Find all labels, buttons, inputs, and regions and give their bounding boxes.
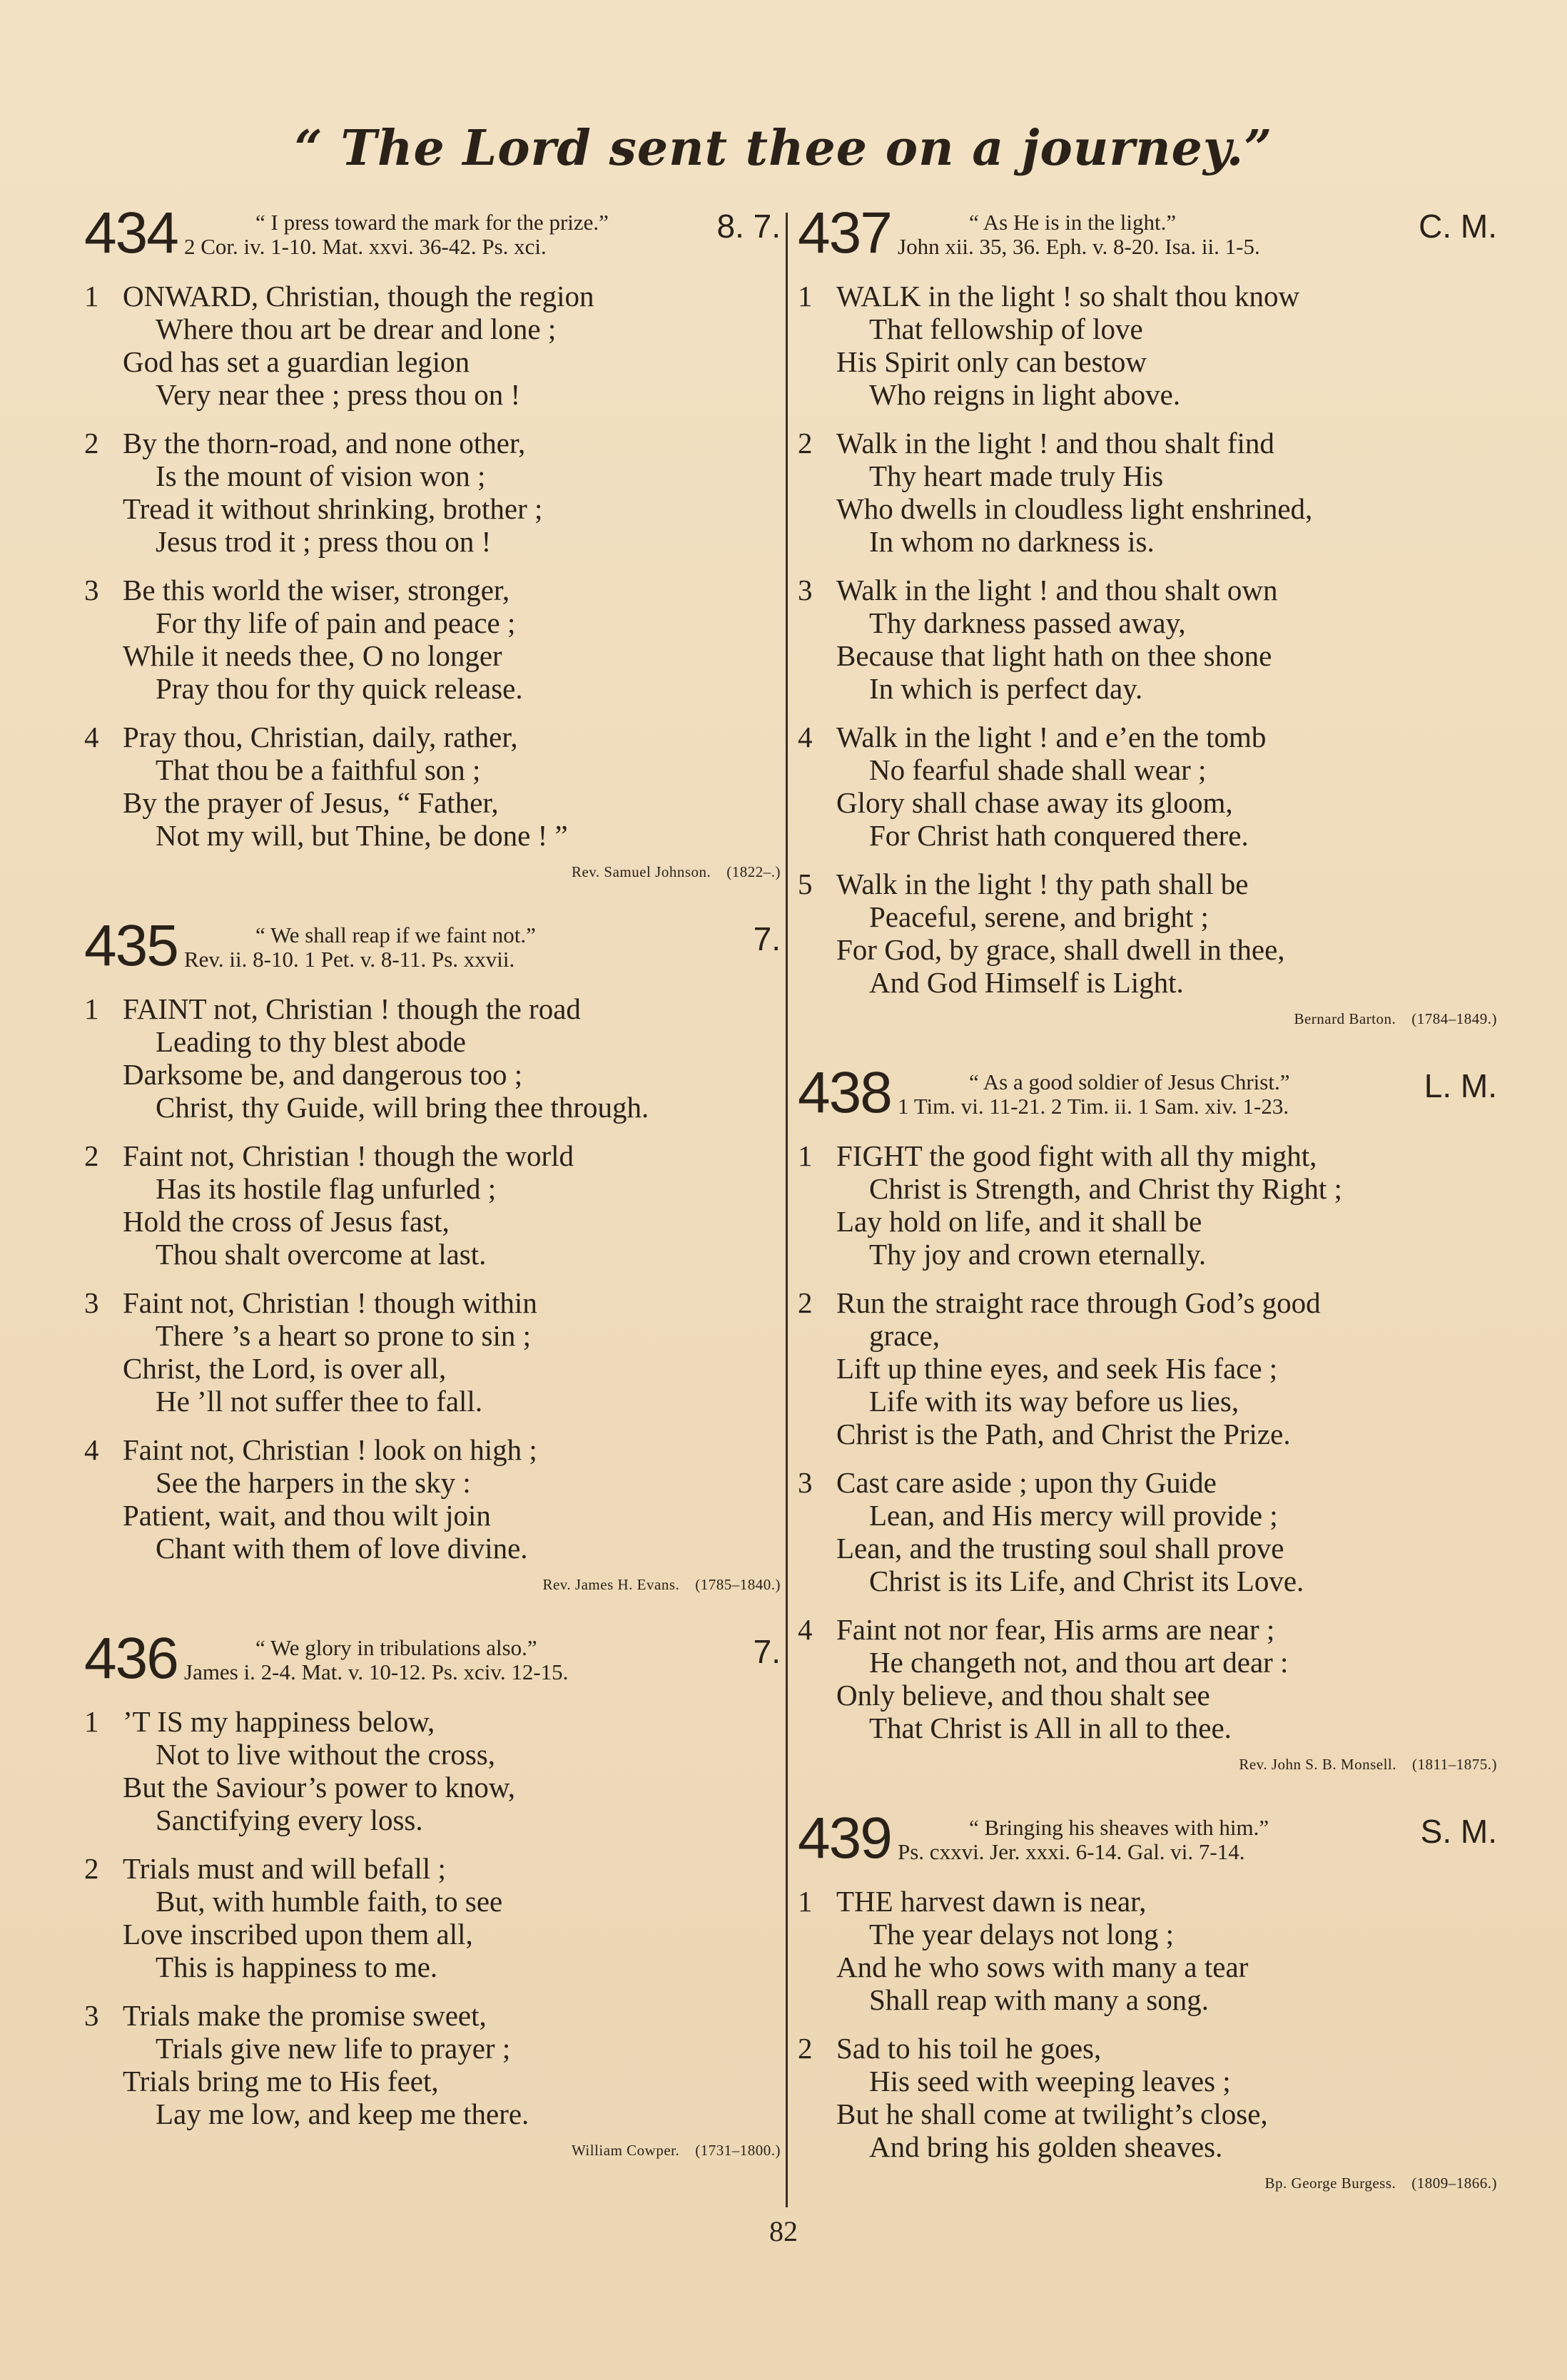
stanza-number: 3 <box>84 574 99 606</box>
verse-line <box>84 1025 781 1058</box>
stanza-number: 1 <box>798 280 813 312</box>
hymn-number: 434 <box>84 200 178 265</box>
verse-line <box>84 1532 781 1565</box>
verse-line <box>84 992 781 1025</box>
verse-line <box>798 1385 1497 1418</box>
verse-text: By the prayer of Jesus, “ Father, <box>123 786 499 819</box>
verse-text: Trials give new life to prayer ; <box>156 2032 511 2065</box>
verse-text: See the harpers in the sky : <box>156 1466 471 1499</box>
stanza-number: 5 <box>798 868 813 900</box>
stanza-number: 3 <box>798 574 813 606</box>
verse-text: Has its hostile flag unfurled ; <box>156 1172 497 1205</box>
verse-text: Run the straight race through God’s good <box>836 1286 1321 1319</box>
hymn-header <box>798 1060 1497 1127</box>
verse-text: Shall reap with many a song. <box>869 1983 1209 2016</box>
stanza-number: 1 <box>798 1885 813 1918</box>
hymn-number: 438 <box>798 1060 891 1125</box>
author-name: Rev. John S. B. Monsell. <box>1239 1756 1397 1773</box>
verse-text: For Christ hath conquered there. <box>869 819 1249 852</box>
verse-text: Faint not nor fear, His arms are near ; <box>836 1613 1275 1646</box>
verse-line <box>798 786 1497 819</box>
stanza-number: 4 <box>84 1433 99 1466</box>
verse-line <box>798 1418 1497 1450</box>
author-years: (1731–1800.) <box>695 2142 781 2159</box>
stanza <box>798 1139 1497 1271</box>
verse-text: Christ is its Life, and Christ its Love. <box>869 1565 1304 1597</box>
verse-line <box>84 819 781 852</box>
verse-line <box>84 1058 781 1091</box>
verse-text: Love inscribed upon them all, <box>123 1918 473 1951</box>
verse-line <box>798 312 1497 345</box>
hymn-header <box>84 1626 781 1692</box>
stanza-number: 1 <box>84 1705 99 1738</box>
verse-line <box>798 1679 1497 1712</box>
stanza <box>84 992 781 1124</box>
verse-line <box>84 492 781 525</box>
hymn-meter: L. M. <box>1424 1067 1497 1104</box>
verse-line <box>798 1613 1497 1646</box>
verse-text: Pray thou, Christian, daily, rather, <box>123 721 518 753</box>
verse-line <box>84 1091 781 1124</box>
verse-line <box>798 427 1497 459</box>
verse-text: Is the mount of vision won ; <box>156 459 486 492</box>
stanza <box>798 1613 1497 1744</box>
hymn-attribution <box>798 1756 1497 1774</box>
author-name: Bp. George Burgess. <box>1264 2175 1396 2192</box>
verse-line <box>798 753 1497 786</box>
verse-text: Walk in the light ! and e’en the tomb <box>836 721 1267 753</box>
verse-line <box>798 672 1497 705</box>
verse-text: Trials must and will befall ; <box>123 1852 446 1885</box>
hymn-references: 2 Cor. iv. 1-10. Mat. xxvi. 36-42. Ps. xci. <box>184 234 547 259</box>
verse-line <box>84 2097 781 2130</box>
author-name: Rev. Samuel Johnson. <box>571 863 711 880</box>
verse-line <box>798 345 1497 378</box>
stanza-number: 2 <box>84 427 99 459</box>
verse-line <box>84 1999 781 2032</box>
verse-line <box>798 1352 1497 1385</box>
stanza <box>84 427 781 558</box>
verse-line <box>84 1319 781 1352</box>
verse-text: But the Saviour’s power to know, <box>123 1771 516 1804</box>
verse-text: Faint not, Christian ! though within <box>123 1286 537 1319</box>
verse-text: His Spirit only can bestow <box>836 345 1147 378</box>
verse-line <box>798 1499 1497 1532</box>
stanza-number: 3 <box>84 1286 99 1319</box>
verse-line <box>84 1804 781 1836</box>
verse-text: Leading to thy blest abode <box>156 1025 466 1058</box>
verse-text: That Christ is All in all to thee. <box>869 1712 1232 1744</box>
verse-text: He ’ll not suffer thee to fall. <box>156 1385 483 1418</box>
verse-line <box>798 1712 1497 1744</box>
verse-line <box>84 574 781 606</box>
hymn-number: 437 <box>798 200 891 265</box>
verse-line <box>798 1466 1497 1499</box>
verse-line <box>84 1238 781 1271</box>
verse-line <box>84 312 781 345</box>
verse-text: Very near thee ; press thou on ! <box>156 378 521 411</box>
verse-text: Darksome be, and dangerous too ; <box>123 1058 523 1091</box>
hymn-references: John xii. 35, 36. Eph. v. 8-20. Isa. ii. 1-5. <box>898 234 1260 259</box>
hymn-references: Ps. cxxvi. Jer. xxxi. 6-14. Gal. vi. 7-14. <box>898 1839 1245 1864</box>
verse-text: Christ, the Lord, is over all, <box>123 1352 447 1385</box>
hymn-header <box>798 200 1497 267</box>
right-column <box>798 200 1497 2231</box>
hymn-references: James i. 2-4. Mat. v. 10-12. Ps. xciv. 12-15. <box>184 1659 569 1684</box>
verse-text: grace, <box>869 1319 940 1352</box>
stanza <box>84 721 781 852</box>
verse-text: FAINT not, Christian ! though the road <box>123 992 581 1025</box>
verse-line <box>798 492 1497 525</box>
hymn-attribution <box>84 2142 781 2160</box>
left-column <box>84 200 781 2198</box>
verse-text: For thy life of pain and peace ; <box>156 606 516 639</box>
verse-line <box>798 378 1497 411</box>
verse-line <box>798 819 1497 852</box>
verse-text: Thy joy and crown eternally. <box>869 1238 1207 1271</box>
stanza <box>798 721 1497 852</box>
verse-text: Trials make the promise sweet, <box>123 1999 487 2032</box>
verse-text: Glory shall chase away its gloom, <box>836 786 1233 819</box>
verse-text: Jesus trod it ; press thou on ! <box>156 525 492 558</box>
verse-text: Life with its way before us lies, <box>869 1385 1239 1418</box>
verse-line <box>84 1172 781 1205</box>
stanza <box>798 280 1497 411</box>
verse-line <box>798 1646 1497 1679</box>
verse-line <box>798 966 1497 999</box>
verse-line <box>798 933 1497 966</box>
verse-line <box>84 459 781 492</box>
verse-line <box>84 1771 781 1804</box>
verse-text: Walk in the light ! thy path shall be <box>836 868 1249 900</box>
verse-line <box>798 1205 1497 1238</box>
hymn-references: Rev. ii. 8-10. 1 Pet. v. 8-11. Ps. xxvii. <box>184 947 515 972</box>
verse-line <box>84 721 781 753</box>
verse-line <box>84 639 781 672</box>
verse-line <box>798 1319 1497 1352</box>
hymn-meter: 7. <box>753 920 781 957</box>
verse-text: And bring his golden sheaves. <box>869 2130 1223 2163</box>
verse-line <box>84 1738 781 1771</box>
verse-text: And God Himself is Light. <box>869 966 1184 999</box>
verse-text: But he shall come at twilight’s close, <box>836 2097 1268 2130</box>
hymn <box>84 913 781 1594</box>
hymn-meter: C. M. <box>1419 208 1497 245</box>
stanza-number: 3 <box>798 1466 813 1499</box>
stanza <box>84 1852 781 1983</box>
verse-text: Trials bring me to His feet, <box>123 2065 439 2097</box>
verse-line <box>798 1172 1497 1205</box>
verse-text: By the thorn-road, and none other, <box>123 427 526 459</box>
verse-text: While it needs thee, O no longer <box>123 639 502 672</box>
verse-text: Christ, thy Guide, will bring thee through. <box>156 1091 649 1124</box>
verse-text: Chant with them of love divine. <box>156 1532 528 1565</box>
verse-text: In whom no darkness is. <box>869 525 1155 558</box>
stanza <box>84 1705 781 1836</box>
hymn-header <box>798 1806 1497 1872</box>
verse-text: Not to live without the cross, <box>156 1738 496 1771</box>
verse-text: The year delays not long ; <box>869 1918 1174 1951</box>
verse-line <box>84 786 781 819</box>
verse-text: Sanctifying every loss. <box>156 1804 423 1836</box>
verse-line <box>84 1918 781 1951</box>
author-years: (1785–1840.) <box>695 1576 781 1593</box>
verse-text: Cast care aside ; upon thy Guide <box>836 1466 1217 1499</box>
verse-text: God has set a guardian legion <box>123 345 470 378</box>
verse-line <box>798 606 1497 639</box>
stanza <box>798 574 1497 705</box>
author-years: (1811–1875.) <box>1412 1756 1497 1773</box>
verse-text: Not my will, but Thine, be done ! ” <box>156 819 568 852</box>
author-years: (1784–1849.) <box>1411 1010 1497 1027</box>
verse-text: Because that light hath on thee shone <box>836 639 1272 672</box>
author-name: William Cowper. <box>571 2142 680 2159</box>
stanza-number: 1 <box>84 280 99 312</box>
page-number: 82 <box>769 2215 798 2247</box>
stanza <box>798 2032 1497 2163</box>
verse-text: Thy darkness passed away, <box>869 606 1186 639</box>
verse-text: Sad to his toil he goes, <box>836 2032 1102 2065</box>
verse-line <box>84 1466 781 1499</box>
hymn-number: 439 <box>798 1806 891 1871</box>
verse-line <box>798 1286 1497 1319</box>
verse-line <box>84 672 781 705</box>
verse-line <box>798 1139 1497 1172</box>
hymn-title: “ We shall reap if we faint not.” <box>255 922 536 947</box>
verse-line <box>84 525 781 558</box>
verse-line <box>798 525 1497 558</box>
verse-line <box>84 1433 781 1466</box>
verse-text: This is happiness to me. <box>156 1951 438 1983</box>
verse-line <box>798 1951 1497 1983</box>
verse-text: Patient, wait, and thou wilt join <box>123 1499 491 1532</box>
verse-text: Tread it without shrinking, brother ; <box>123 492 543 525</box>
verse-text: Peaceful, serene, and bright ; <box>869 900 1209 933</box>
hymn-title: “ Bringing his sheaves with him.” <box>969 1815 1269 1840</box>
author-years: (1822–.) <box>726 863 781 880</box>
verse-line <box>798 721 1497 753</box>
verse-line <box>84 1205 781 1238</box>
verse-text: Thy heart made truly His <box>869 459 1164 492</box>
stanza-number: 2 <box>798 2032 813 2065</box>
stanza <box>84 280 781 411</box>
stanza <box>798 1885 1497 2016</box>
hymn-number: 435 <box>84 913 178 978</box>
verse-line <box>798 1238 1497 1271</box>
stanza-number: 1 <box>798 1139 813 1172</box>
hymn <box>798 200 1497 1028</box>
verse-text: Christ is Strength, and Christ thy Right ; <box>869 1172 1342 1205</box>
verse-line <box>84 606 781 639</box>
verse-line <box>798 868 1497 900</box>
author-years: (1809–1866.) <box>1411 2175 1497 2192</box>
verse-line <box>84 345 781 378</box>
verse-text: His seed with weeping leaves ; <box>869 2065 1231 2097</box>
hymn <box>798 1806 1497 2192</box>
hymn-number: 436 <box>84 1626 178 1691</box>
verse-line <box>84 1286 781 1319</box>
verse-line <box>798 574 1497 606</box>
verse-text: Thou shalt overcome at last. <box>156 1238 487 1271</box>
hymn-references: 1 Tim. vi. 11-21. 2 Tim. ii. 1 Sam. xiv. 1-23. <box>898 1094 1289 1119</box>
author-name: Rev. James H. Evans. <box>542 1576 680 1593</box>
hymn-meter: 7. <box>753 1633 781 1670</box>
verse-text: Walk in the light ! and thou shalt find <box>836 427 1274 459</box>
hymn <box>798 1060 1497 1774</box>
verse-text: Lean, and His mercy will provide ; <box>869 1499 1278 1532</box>
stanza-number: 2 <box>84 1139 99 1172</box>
verse-line <box>84 2032 781 2065</box>
verse-text: Where thou art be drear and lone ; <box>156 312 557 345</box>
verse-text: FIGHT the good fight with all thy might, <box>836 1139 1317 1172</box>
verse-text: Lay me low, and keep me there. <box>156 2097 529 2130</box>
hymn <box>84 200 781 881</box>
hymn-meter: S. M. <box>1420 1813 1497 1850</box>
verse-text: That fellowship of love <box>869 312 1143 345</box>
stanza-number: 4 <box>84 721 99 753</box>
verse-line <box>84 1885 781 1918</box>
hymn-attribution <box>84 1576 781 1594</box>
column-divider <box>786 213 788 2207</box>
verse-line <box>84 1499 781 1532</box>
verse-line <box>798 2097 1497 2130</box>
verse-text: Lay hold on life, and it shall be <box>836 1205 1202 1238</box>
verse-line <box>84 1352 781 1385</box>
verse-line <box>84 1852 781 1885</box>
hymn-attribution <box>84 863 781 881</box>
verse-line <box>798 900 1497 933</box>
hymn-header <box>84 200 781 267</box>
verse-text: Christ is the Path, and Christ the Prize. <box>836 1418 1291 1450</box>
verse-line <box>84 280 781 312</box>
stanza-number: 2 <box>798 1286 813 1319</box>
verse-line <box>798 1565 1497 1597</box>
verse-text: Walk in the light ! and thou shalt own <box>836 574 1278 606</box>
verse-text: Faint not, Christian ! look on high ; <box>123 1433 537 1466</box>
verse-line <box>798 459 1497 492</box>
verse-line <box>84 2065 781 2097</box>
stanza <box>798 868 1497 999</box>
verse-line <box>798 280 1497 312</box>
page-title: “ The Lord sent thee on a journey.” <box>294 120 1273 177</box>
stanza-number: 2 <box>798 427 813 459</box>
hymn-header <box>84 913 781 980</box>
verse-text: Only believe, and thou shalt see <box>836 1679 1210 1712</box>
hymn-attribution <box>798 2175 1497 2192</box>
stanza <box>84 1999 781 2130</box>
stanza-number: 4 <box>798 721 813 753</box>
verse-line <box>798 1532 1497 1565</box>
stanza-number: 2 <box>84 1852 99 1885</box>
stanza <box>84 1433 781 1565</box>
verse-text: Hold the cross of Jesus fast, <box>123 1205 450 1238</box>
verse-text: For God, by grace, shall dwell in thee, <box>836 933 1285 966</box>
author-name: Bernard Barton. <box>1294 1010 1396 1027</box>
verse-text: Who dwells in cloudless light enshrined, <box>836 492 1313 525</box>
verse-line <box>84 1385 781 1418</box>
verse-text: ONWARD, Christian, though the region <box>123 280 594 312</box>
stanza <box>798 1286 1497 1450</box>
verse-line <box>84 1705 781 1738</box>
verse-line <box>84 1139 781 1172</box>
stanza <box>798 427 1497 558</box>
verse-text: There ’s a heart so prone to sin ; <box>156 1319 532 1352</box>
stanza-number: 1 <box>84 992 99 1025</box>
verse-line <box>84 753 781 786</box>
verse-text: Lift up thine eyes, and seek His face ; <box>836 1352 1278 1385</box>
verse-text: ’T IS my happiness below, <box>123 1705 435 1738</box>
hymn-title: “ We glory in tribulations also.” <box>255 1635 537 1660</box>
verse-text: No fearful shade shall wear ; <box>869 753 1207 786</box>
verse-line <box>798 1885 1497 1918</box>
verse-text: Who reigns in light above. <box>869 378 1181 411</box>
verse-line <box>798 1983 1497 2016</box>
hymn-attribution <box>798 1010 1497 1028</box>
verse-text: But, with humble faith, to see <box>156 1885 503 1918</box>
verse-text: And he who sows with many a tear <box>836 1951 1249 1983</box>
stanza <box>84 574 781 705</box>
verse-line <box>84 427 781 459</box>
verse-line <box>84 378 781 411</box>
verse-text: Pray thou for thy quick release. <box>156 672 523 705</box>
stanza <box>798 1466 1497 1597</box>
verse-line <box>798 1918 1497 1951</box>
verse-text: THE harvest dawn is near, <box>836 1885 1147 1918</box>
verse-text: Lean, and the trusting soul shall prove <box>836 1532 1284 1565</box>
stanza <box>84 1286 781 1418</box>
verse-line <box>798 2065 1497 2097</box>
verse-text: That thou be a faithful son ; <box>156 753 481 786</box>
verse-text: In which is perfect day. <box>869 672 1143 705</box>
verse-text: Faint not, Christian ! though the world <box>123 1139 574 1172</box>
stanza-number: 3 <box>84 1999 99 2032</box>
verse-text: Be this world the wiser, stronger, <box>123 574 510 606</box>
verse-line <box>798 2032 1497 2065</box>
verse-line <box>798 639 1497 672</box>
hymn-meter: 8. 7. <box>716 208 781 245</box>
verse-text: He changeth not, and thou art dear : <box>869 1646 1289 1679</box>
hymn-title: “ As He is in the light.” <box>969 210 1177 235</box>
hymn <box>84 1626 781 2160</box>
hymn-title: “ As a good soldier of Jesus Christ.” <box>969 1069 1290 1094</box>
verse-text: WALK in the light ! so shalt thou know <box>836 280 1300 312</box>
verse-line <box>84 1951 781 1983</box>
verse-line <box>798 2130 1497 2163</box>
stanza <box>84 1139 781 1271</box>
hymn-title: “ I press toward the mark for the prize.” <box>255 210 609 235</box>
stanza-number: 4 <box>798 1613 813 1646</box>
